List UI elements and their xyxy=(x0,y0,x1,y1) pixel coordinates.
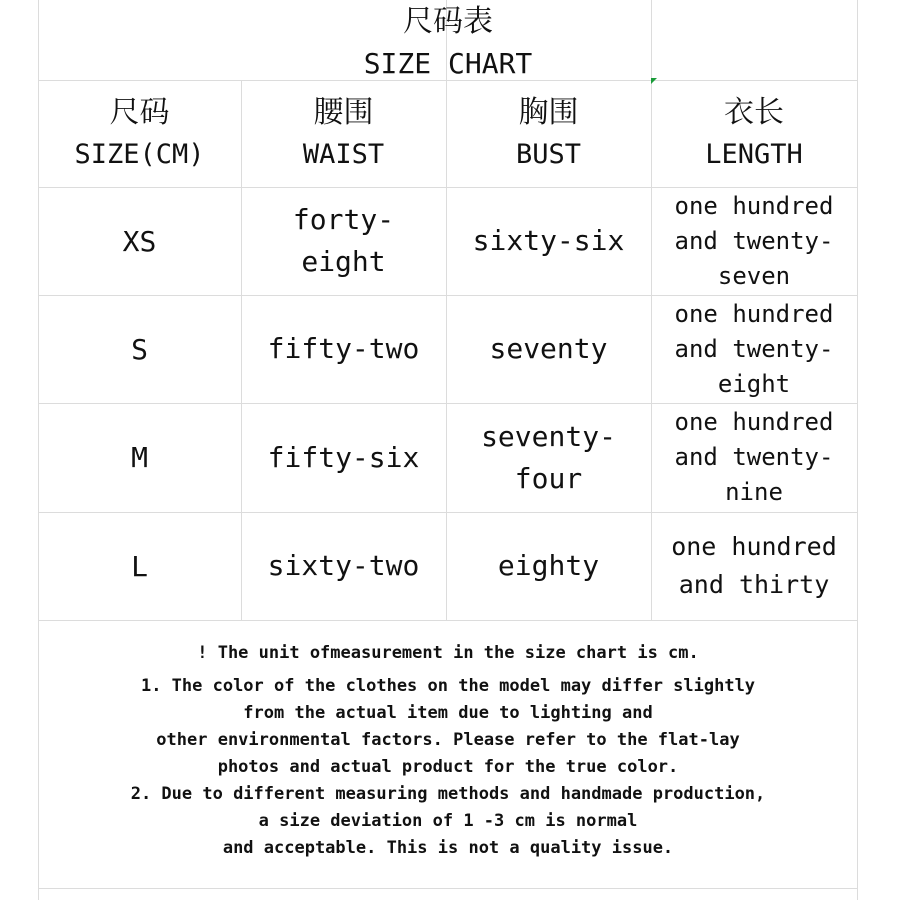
bust-l-line1: eighty xyxy=(497,549,600,582)
header-size xyxy=(38,80,241,187)
length-m-line3: nine xyxy=(725,478,783,506)
length-xs-line3: seven xyxy=(717,261,791,290)
bust-s xyxy=(446,295,651,403)
title-english: SIZE CHART xyxy=(363,47,533,80)
length-xs-line2: and twenty- xyxy=(674,226,834,255)
length-m-line1: one hundred xyxy=(674,408,834,436)
length-xs-line1: one hundred xyxy=(674,191,834,220)
note-line: a size deviation of 1 -3 cm is normal xyxy=(258,811,638,831)
grid-line xyxy=(38,620,858,621)
length-s-line3: eight xyxy=(717,369,791,398)
waist-xs xyxy=(241,187,446,295)
header-waist xyxy=(241,80,446,187)
note-line: photos and actual product for the true color. xyxy=(217,757,679,777)
note-line: and acceptable. This is not a quality issue. xyxy=(222,838,674,858)
title-chinese: 尺码表 xyxy=(403,4,493,39)
bust-xs-line1: sixty-six xyxy=(472,224,625,257)
length-l-line2: and thirty xyxy=(678,570,830,599)
waist-l-line1: sixty-two xyxy=(267,549,420,582)
note-line: other environmental factors. Please refer to the flat-lay xyxy=(156,730,740,750)
length-s-line2: and twenty- xyxy=(674,334,834,363)
waist-m xyxy=(241,403,446,512)
header-size-cn: 尺码 xyxy=(109,94,170,130)
header-bust xyxy=(446,80,651,187)
header-bust-en: BUST xyxy=(515,138,582,170)
chart-title xyxy=(38,0,858,80)
bust-s-line1: seventy xyxy=(489,332,608,365)
length-m xyxy=(651,403,857,512)
header-bust-cn: 胸围 xyxy=(518,94,579,130)
waist-xs-line1: forty- xyxy=(292,203,395,236)
note-line: 1. The color of the clothes on the model may differ slightly xyxy=(140,676,756,696)
header-length-en: LENGTH xyxy=(705,138,803,170)
grid-line xyxy=(38,888,858,889)
note-line: 2. Due to different measuring methods and handmade production, xyxy=(130,784,766,804)
waist-s xyxy=(241,295,446,403)
size-label-m: M xyxy=(131,441,148,474)
length-s-line1: one hundred xyxy=(674,299,834,328)
header-length-cn: 衣长 xyxy=(724,94,784,130)
note-line: ! The unit ofmeasurement in the size chart is cm. xyxy=(197,643,699,663)
length-l xyxy=(651,512,857,620)
waist-xs-line2: eight xyxy=(301,245,386,278)
bust-l xyxy=(446,512,651,620)
size-label-s: S xyxy=(131,332,148,366)
size-label-l: L xyxy=(131,549,148,583)
waist-l xyxy=(241,512,446,620)
length-l-line1: one hundred xyxy=(671,532,837,561)
bust-m-line2: four xyxy=(514,461,583,495)
length-s xyxy=(651,295,857,403)
length-m-line2: and twenty- xyxy=(674,443,834,471)
bust-xs xyxy=(446,187,651,295)
header-waist-en: WAIST xyxy=(302,138,385,170)
length-xs xyxy=(651,187,857,295)
waist-m-line1: fifty-six xyxy=(267,440,420,474)
header-waist-cn: 腰围 xyxy=(313,94,374,130)
header-length xyxy=(651,80,857,187)
size-chart-notes xyxy=(38,640,858,880)
size-label-xs: XS xyxy=(122,224,157,258)
header-size-en: SIZE(CM) xyxy=(74,138,205,170)
bust-m-line1: seventy- xyxy=(481,419,616,453)
waist-s-line1: fifty-two xyxy=(267,332,420,365)
note-line: from the actual item due to lighting and xyxy=(243,703,653,723)
bust-m xyxy=(446,403,651,512)
